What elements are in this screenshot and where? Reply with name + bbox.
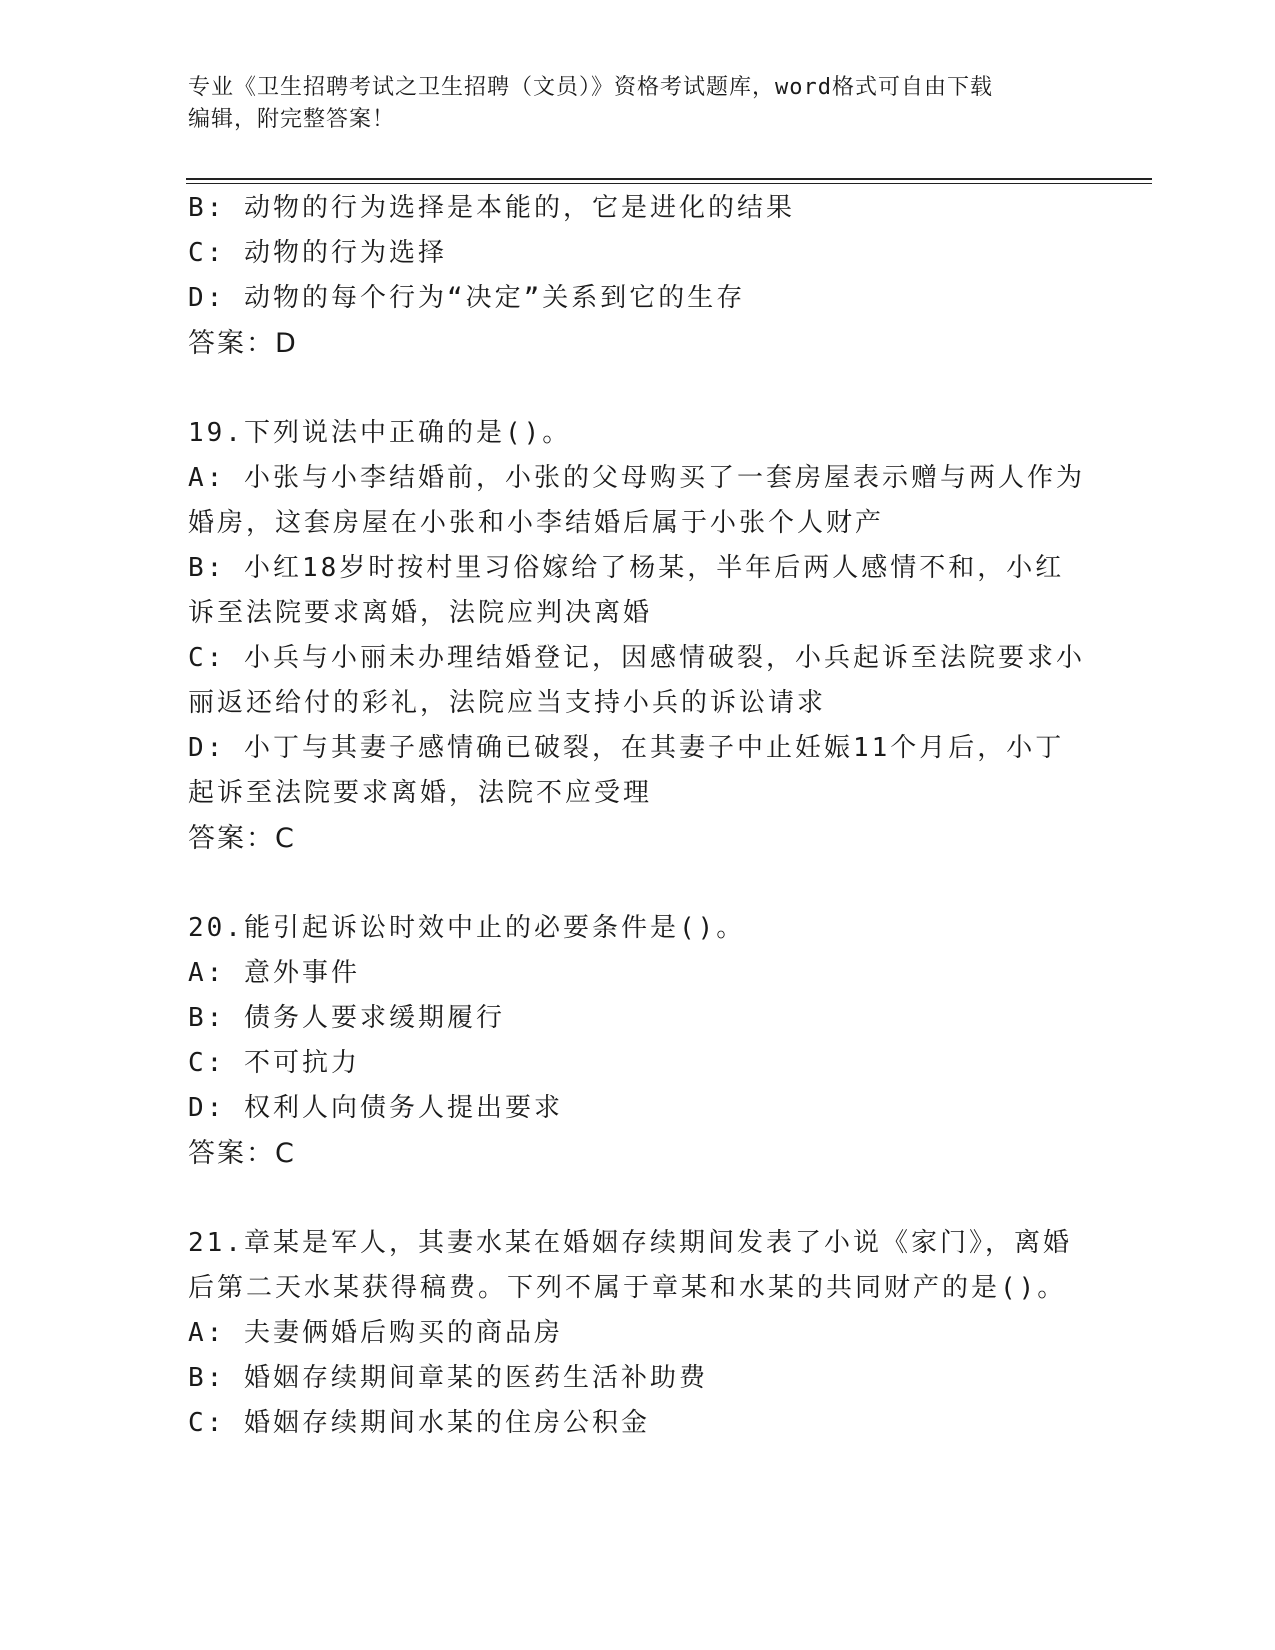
q20-option-a: A: 意外事件 (188, 958, 360, 988)
q19-option-a-line-1: A: 小张与小李结婚前，小张的父母购买了一套房屋表示赠与两人作为 (188, 463, 1085, 493)
q19-answer: 答案：C (188, 823, 296, 854)
spacer (188, 861, 1088, 906)
q19-option-b-line-2: 诉至法院要求离婚，法院应判决离婚 (188, 598, 653, 628)
question-18-block (188, 186, 1088, 366)
q20-option-c: C: 不可抗力 (188, 1048, 360, 1078)
q18-answer: 答案：D (188, 328, 298, 359)
q20-question: 20.能引起诉讼时效中止的必要条件是()。 (188, 913, 746, 943)
q21-question-line-1: 21.章某是军人，其妻水某在婚姻存续期间发表了小说《家门》，离婚 (188, 1228, 1072, 1258)
question-20-block (188, 906, 1088, 1176)
header-line-1: 专业《卫生招聘考试之卫生招聘（文员）》资格考试题库，word格式可自由下载 (188, 75, 993, 100)
q21-option-c: C: 婚姻存续期间水某的住房公积金 (188, 1408, 650, 1438)
q18-option-c: C: 动物的行为选择 (188, 238, 447, 268)
document-header (188, 72, 1088, 136)
question-21-block (188, 1221, 1088, 1446)
q20-option-d: D: 权利人向债务人提出要求 (188, 1093, 563, 1123)
q19-option-d-line-2: 起诉至法院要求离婚，法院不应受理 (188, 778, 653, 808)
q18-option-d: D: 动物的每个行为“决定”关系到它的生存 (188, 283, 746, 313)
spacer (188, 1176, 1088, 1221)
q19-option-d-line-1: D: 小丁与其妻子感情确已破裂，在其妻子中止妊娠11个月后，小丁 (188, 733, 1065, 763)
q21-question-line-2: 后第二天水某获得稿费。下列不属于章某和水某的共同财产的是()。 (188, 1273, 1067, 1303)
header-divider-thin (186, 183, 1152, 184)
header-divider-thick (186, 178, 1152, 180)
q18-option-b: B: 动物的行为选择是本能的，它是进化的结果 (188, 193, 795, 223)
question-content (188, 186, 1088, 1446)
q19-option-b-line-1: B: 小红18岁时按村里习俗嫁给了杨某，半年后两人感情不和，小红 (188, 553, 1065, 583)
header-line-2: 编辑，附完整答案！ (188, 107, 396, 132)
q20-option-b: B: 债务人要求缓期履行 (188, 1003, 505, 1033)
q19-question: 19.下列说法中正确的是()。 (188, 418, 572, 448)
question-19-block (188, 411, 1088, 861)
q21-option-a: A: 夫妻俩婚后购买的商品房 (188, 1318, 563, 1348)
q19-option-c-line-2: 丽返还给付的彩礼，法院应当支持小兵的诉讼请求 (188, 688, 827, 718)
q21-option-b: B: 婚姻存续期间章某的医药生活补助费 (188, 1363, 708, 1393)
spacer (188, 366, 1088, 411)
q19-option-c-line-1: C: 小兵与小丽未办理结婚登记，因感情破裂，小兵起诉至法院要求小 (188, 643, 1085, 673)
q20-answer: 答案：C (188, 1138, 296, 1169)
q19-option-a-line-2: 婚房，这套房屋在小张和小李结婚后属于小张个人财产 (188, 508, 885, 538)
